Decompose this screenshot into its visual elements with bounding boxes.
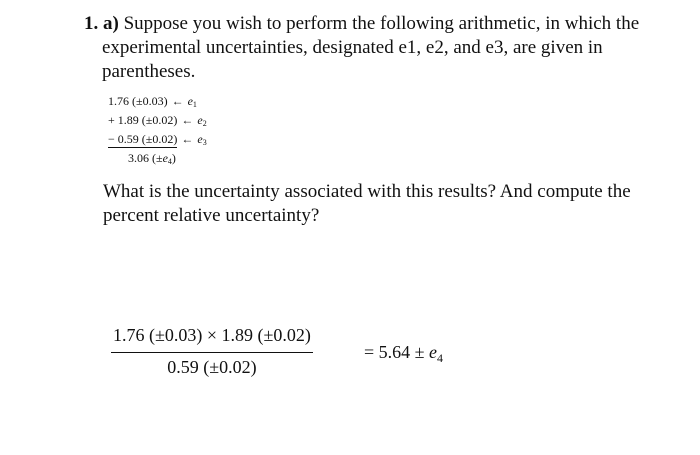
calc-result-value: 3.06 (± [128, 151, 163, 165]
formula-equals: = 5.64 ± [364, 342, 430, 362]
calc-result: 3.06 $(\pm e_4)$ [128, 151, 176, 166]
question-statement: Suppose you wish to perform the following arithmetic, in which the experimental uncertainties, designated e1, e2, and e3, are given in parentheses. [102, 13, 640, 82]
followup-question: What is the uncertainty associated with this results? And compute the percent relative uncertainty? [103, 181, 631, 226]
calc-row-1-error: $e_1$ [187, 94, 197, 109]
left-arrow-icon: ← [181, 113, 194, 127]
calc-row-2-error: $e_2$ [197, 113, 207, 128]
calc-row-2-value: + 1.89 (±0.02) [108, 113, 178, 127]
left-arrow-icon: ← [171, 94, 184, 108]
left-arrow-icon: ← [181, 132, 194, 146]
calc-row-2 [108, 111, 207, 130]
calc-row-3-error: $e_3$ [197, 132, 207, 147]
calc-row-3 [108, 130, 207, 149]
formula-denominator: 0.59 (±0.02) [167, 357, 257, 377]
question-text [84, 12, 684, 84]
formula-fraction [111, 325, 313, 378]
formula-error: $e_4$ [429, 342, 444, 365]
addition-calculation [108, 92, 207, 168]
calc-row-1 [108, 92, 207, 111]
calc-result-error: $e_4$ [162, 151, 172, 166]
calc-row-3-value: − 0.59 (±0.02) [108, 132, 178, 146]
question-body [84, 12, 684, 84]
formula-result [364, 342, 443, 366]
calc-row-1-value: 1.76 (±0.03) [108, 94, 168, 108]
question-number: 1. a) [84, 13, 119, 34]
formula-numerator: 1.76 (±0.03) × 1.89 (±0.02) [111, 325, 313, 353]
